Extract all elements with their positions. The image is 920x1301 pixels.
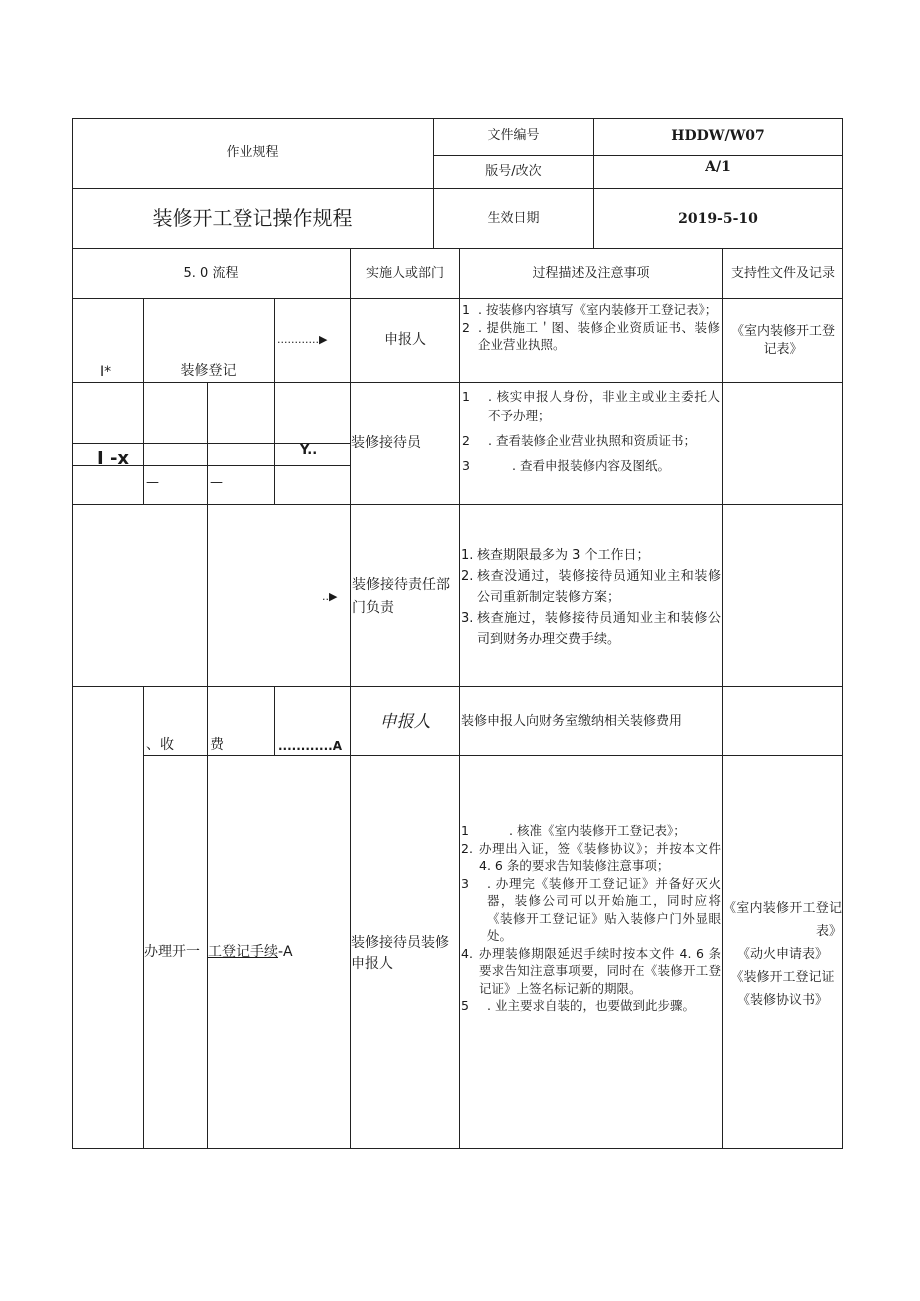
doc-title: 装修开工登记操作规程 xyxy=(152,206,353,230)
docs-item: 《室内装修开工登记表》 xyxy=(723,901,842,939)
file-no-label: 文件编号 xyxy=(487,128,540,143)
docs-item: 《装修开工登记证 xyxy=(730,970,835,985)
rule-dept-left xyxy=(350,248,351,1149)
col-docs-heading: 支持性文件及记录 xyxy=(730,266,835,281)
doc-category: 作业规程 xyxy=(226,145,279,160)
rule-flow-a2 xyxy=(143,686,144,1149)
rule-desc-left xyxy=(459,248,460,1149)
rule-docs-left xyxy=(722,248,723,1149)
effective-label: 生效日期 xyxy=(487,211,540,226)
desc-item: 2. 办理出入证，签《装修协议》；并按本文件 4. 6 条的要求告知装修注意事项； xyxy=(461,840,721,873)
desc-row5 xyxy=(461,822,721,1015)
dept-receptionist: 装修接待员 xyxy=(351,435,421,451)
flow-mark-x: I -x xyxy=(97,448,130,469)
desc-item: 2 . 查看装修企业营业执照和资质证书； xyxy=(462,433,696,448)
col-flow-heading: 5. 0 流程 xyxy=(183,266,239,281)
rule-header-1 xyxy=(72,188,843,189)
desc-row1 xyxy=(462,301,720,354)
rule-bottom xyxy=(72,1148,843,1149)
flow-step-fee-a: 、收 xyxy=(146,737,174,753)
rule-row4 xyxy=(143,755,843,756)
desc-item: 4. 办理装修期限延迟手续时按本文件 4. 6 条要求告知注意事项要，同时在《装修开工登记证》上签名标记新的期限。 xyxy=(461,945,721,996)
desc-item: 2 . 提供施工＇图、装修企业资质证书、装修企业营业执照。 xyxy=(462,319,720,352)
rule-header-2 xyxy=(72,248,843,249)
dept-applicant: 申报人 xyxy=(384,332,426,348)
dept-applicant-fee: 申报人 xyxy=(379,712,431,732)
version-label: 版号/改次 xyxy=(485,164,542,179)
docs-item: 《动火申请表》 xyxy=(736,947,828,962)
desc-row4: 装修申报人向财务室缴纳相关装修费用 xyxy=(461,714,683,729)
rule-row2 xyxy=(72,504,843,505)
dept-receptionist-applicant: 装修接待员装修申报人 xyxy=(351,935,449,972)
rule-flow-c2 xyxy=(274,686,275,756)
desc-item: 1 . 核实申报人身份，非业主或业主委托人不予办理； xyxy=(462,389,720,423)
rule-colheads xyxy=(72,298,843,299)
desc-item: 1 . 按装修内容填写《室内装修开工登记表》； xyxy=(462,302,718,317)
desc-row2 xyxy=(462,387,720,475)
rule-header-mid xyxy=(433,155,843,156)
flow-arrow-1: ............▶ xyxy=(277,333,328,346)
docs-row5 xyxy=(723,897,842,1012)
rule-flow-b1 xyxy=(207,382,208,504)
dept-responsible: 装修接待责任部门负责 xyxy=(352,577,450,616)
flow-arrow-4: ............A xyxy=(278,739,342,753)
rule-flow-c1 xyxy=(274,298,275,504)
desc-item: 5 . 业主要求自装的，也要做到此步骤。 xyxy=(461,998,695,1013)
flow-arrow-3: ..▶ xyxy=(322,590,338,603)
desc-item: 3 . 查看申报装修内容及图纸。 xyxy=(462,458,670,473)
desc-row3 xyxy=(461,545,721,650)
rule-flow-b2 xyxy=(207,504,208,1149)
desc-item: 1 . 核准《室内装修开工登记表》； xyxy=(461,823,686,838)
flow-step-procedure-b: 工登记手续-A xyxy=(208,944,293,960)
flow-mark-start: I* xyxy=(100,364,112,380)
rule-row1 xyxy=(72,382,843,383)
desc-item: 3 . 办理完《装修开工登记证》并备好灭火器，装修公司可以开始施工，同时应将《装修开工登记证》贴入装修户门外显眼处。 xyxy=(461,875,721,943)
flow-step-fee-b: 费 xyxy=(210,737,224,753)
flow-y-mark: Y.. xyxy=(300,443,318,458)
flow-dash-2: — xyxy=(210,475,223,490)
col-dept-heading: 实施人或部门 xyxy=(365,266,444,281)
desc-item: 3. 核查施过，装修接待员通知业主和装修公司到财务办理交费手续。 xyxy=(461,611,721,647)
flow-step-register: 装修登记 xyxy=(180,363,237,379)
rule-top xyxy=(72,118,843,119)
rule-row3 xyxy=(72,686,843,687)
version-value: A/1 xyxy=(705,159,731,175)
flow-dash-1: — xyxy=(146,475,159,490)
file-no-value: HDDW/W07 xyxy=(671,128,765,144)
docs-item: 《装修协议书》 xyxy=(736,993,828,1008)
col-desc-heading: 过程描述及注意事项 xyxy=(532,266,650,281)
desc-item: 2. 核查没通过，装修接待员通知业主和装修公司重新制定装修方案； xyxy=(461,569,721,605)
rule-flow-a1 xyxy=(143,298,144,504)
flow-step-procedure-a: 办理开一 xyxy=(144,944,200,960)
desc-item: 1. 核查期限最多为 3 个工作日； xyxy=(461,548,650,563)
effective-date: 2019-5-10 xyxy=(678,211,758,227)
docs-row1: 《室内装修开工登记表》 xyxy=(731,324,836,357)
